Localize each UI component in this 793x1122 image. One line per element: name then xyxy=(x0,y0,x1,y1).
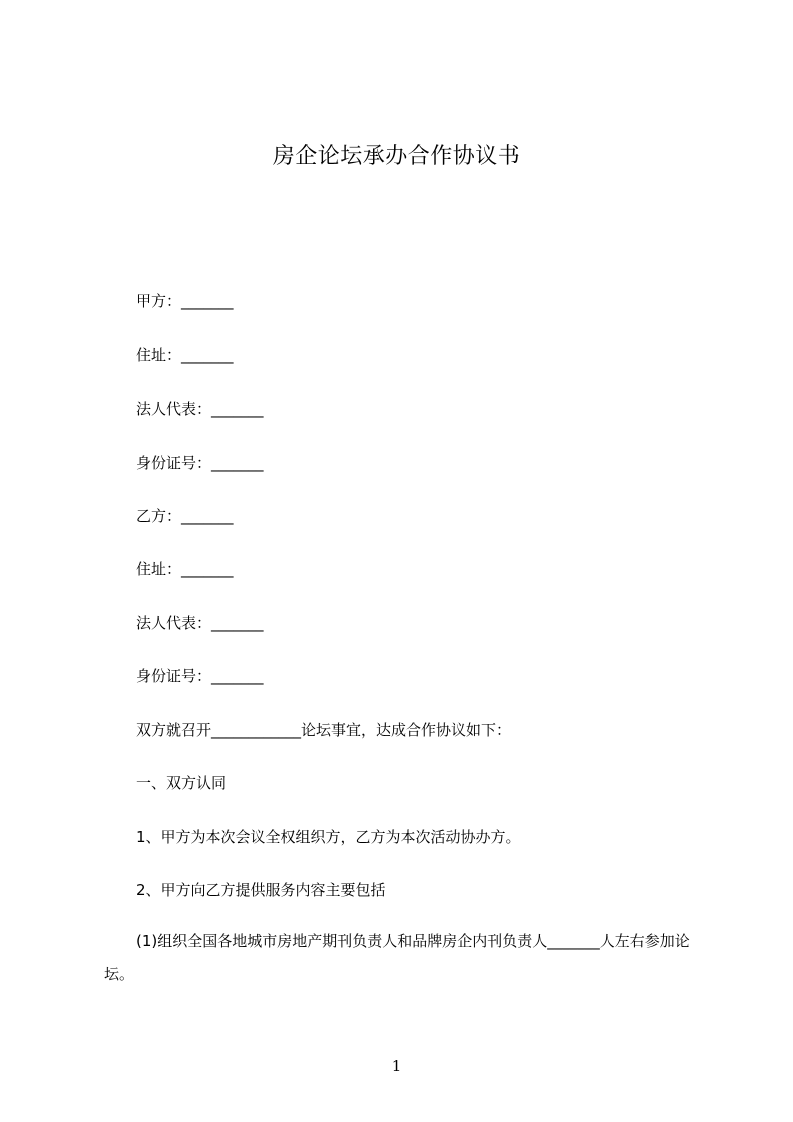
party-a-id-line: 身份证号：_______ xyxy=(136,454,264,472)
party-a-name-line: 甲方：_______ xyxy=(136,292,234,310)
clause-2-item-1: (1)组织全国各地城市房地产期刊负责人和品牌房企内刊负责人_______人左右参加论坛。 xyxy=(104,932,690,983)
document-title: 房企论坛承办合作协议书 xyxy=(272,144,521,169)
intro-line: 双方就召开____________论坛事宜，达成合作协议如下： xyxy=(136,721,512,739)
party-a-legal-rep-line: 法人代表：_______ xyxy=(136,400,264,418)
party-b-id-line: 身份证号：_______ xyxy=(136,667,264,685)
clause-1: 1、甲方为本次会议全权组织方，乙方为本次活动协办方。 xyxy=(136,828,521,846)
clause-2: 2、甲方向乙方提供服务内容主要包括 xyxy=(136,881,386,899)
party-b-address-line: 住址：_______ xyxy=(136,560,234,578)
party-a-address-line: 住址：_______ xyxy=(136,346,234,364)
page-number: 1 xyxy=(391,1057,402,1075)
section-1-heading: 一、双方认同 xyxy=(136,774,227,792)
party-b-name-line: 乙方：_______ xyxy=(136,507,234,525)
party-b-legal-rep-line: 法人代表：_______ xyxy=(136,614,264,632)
